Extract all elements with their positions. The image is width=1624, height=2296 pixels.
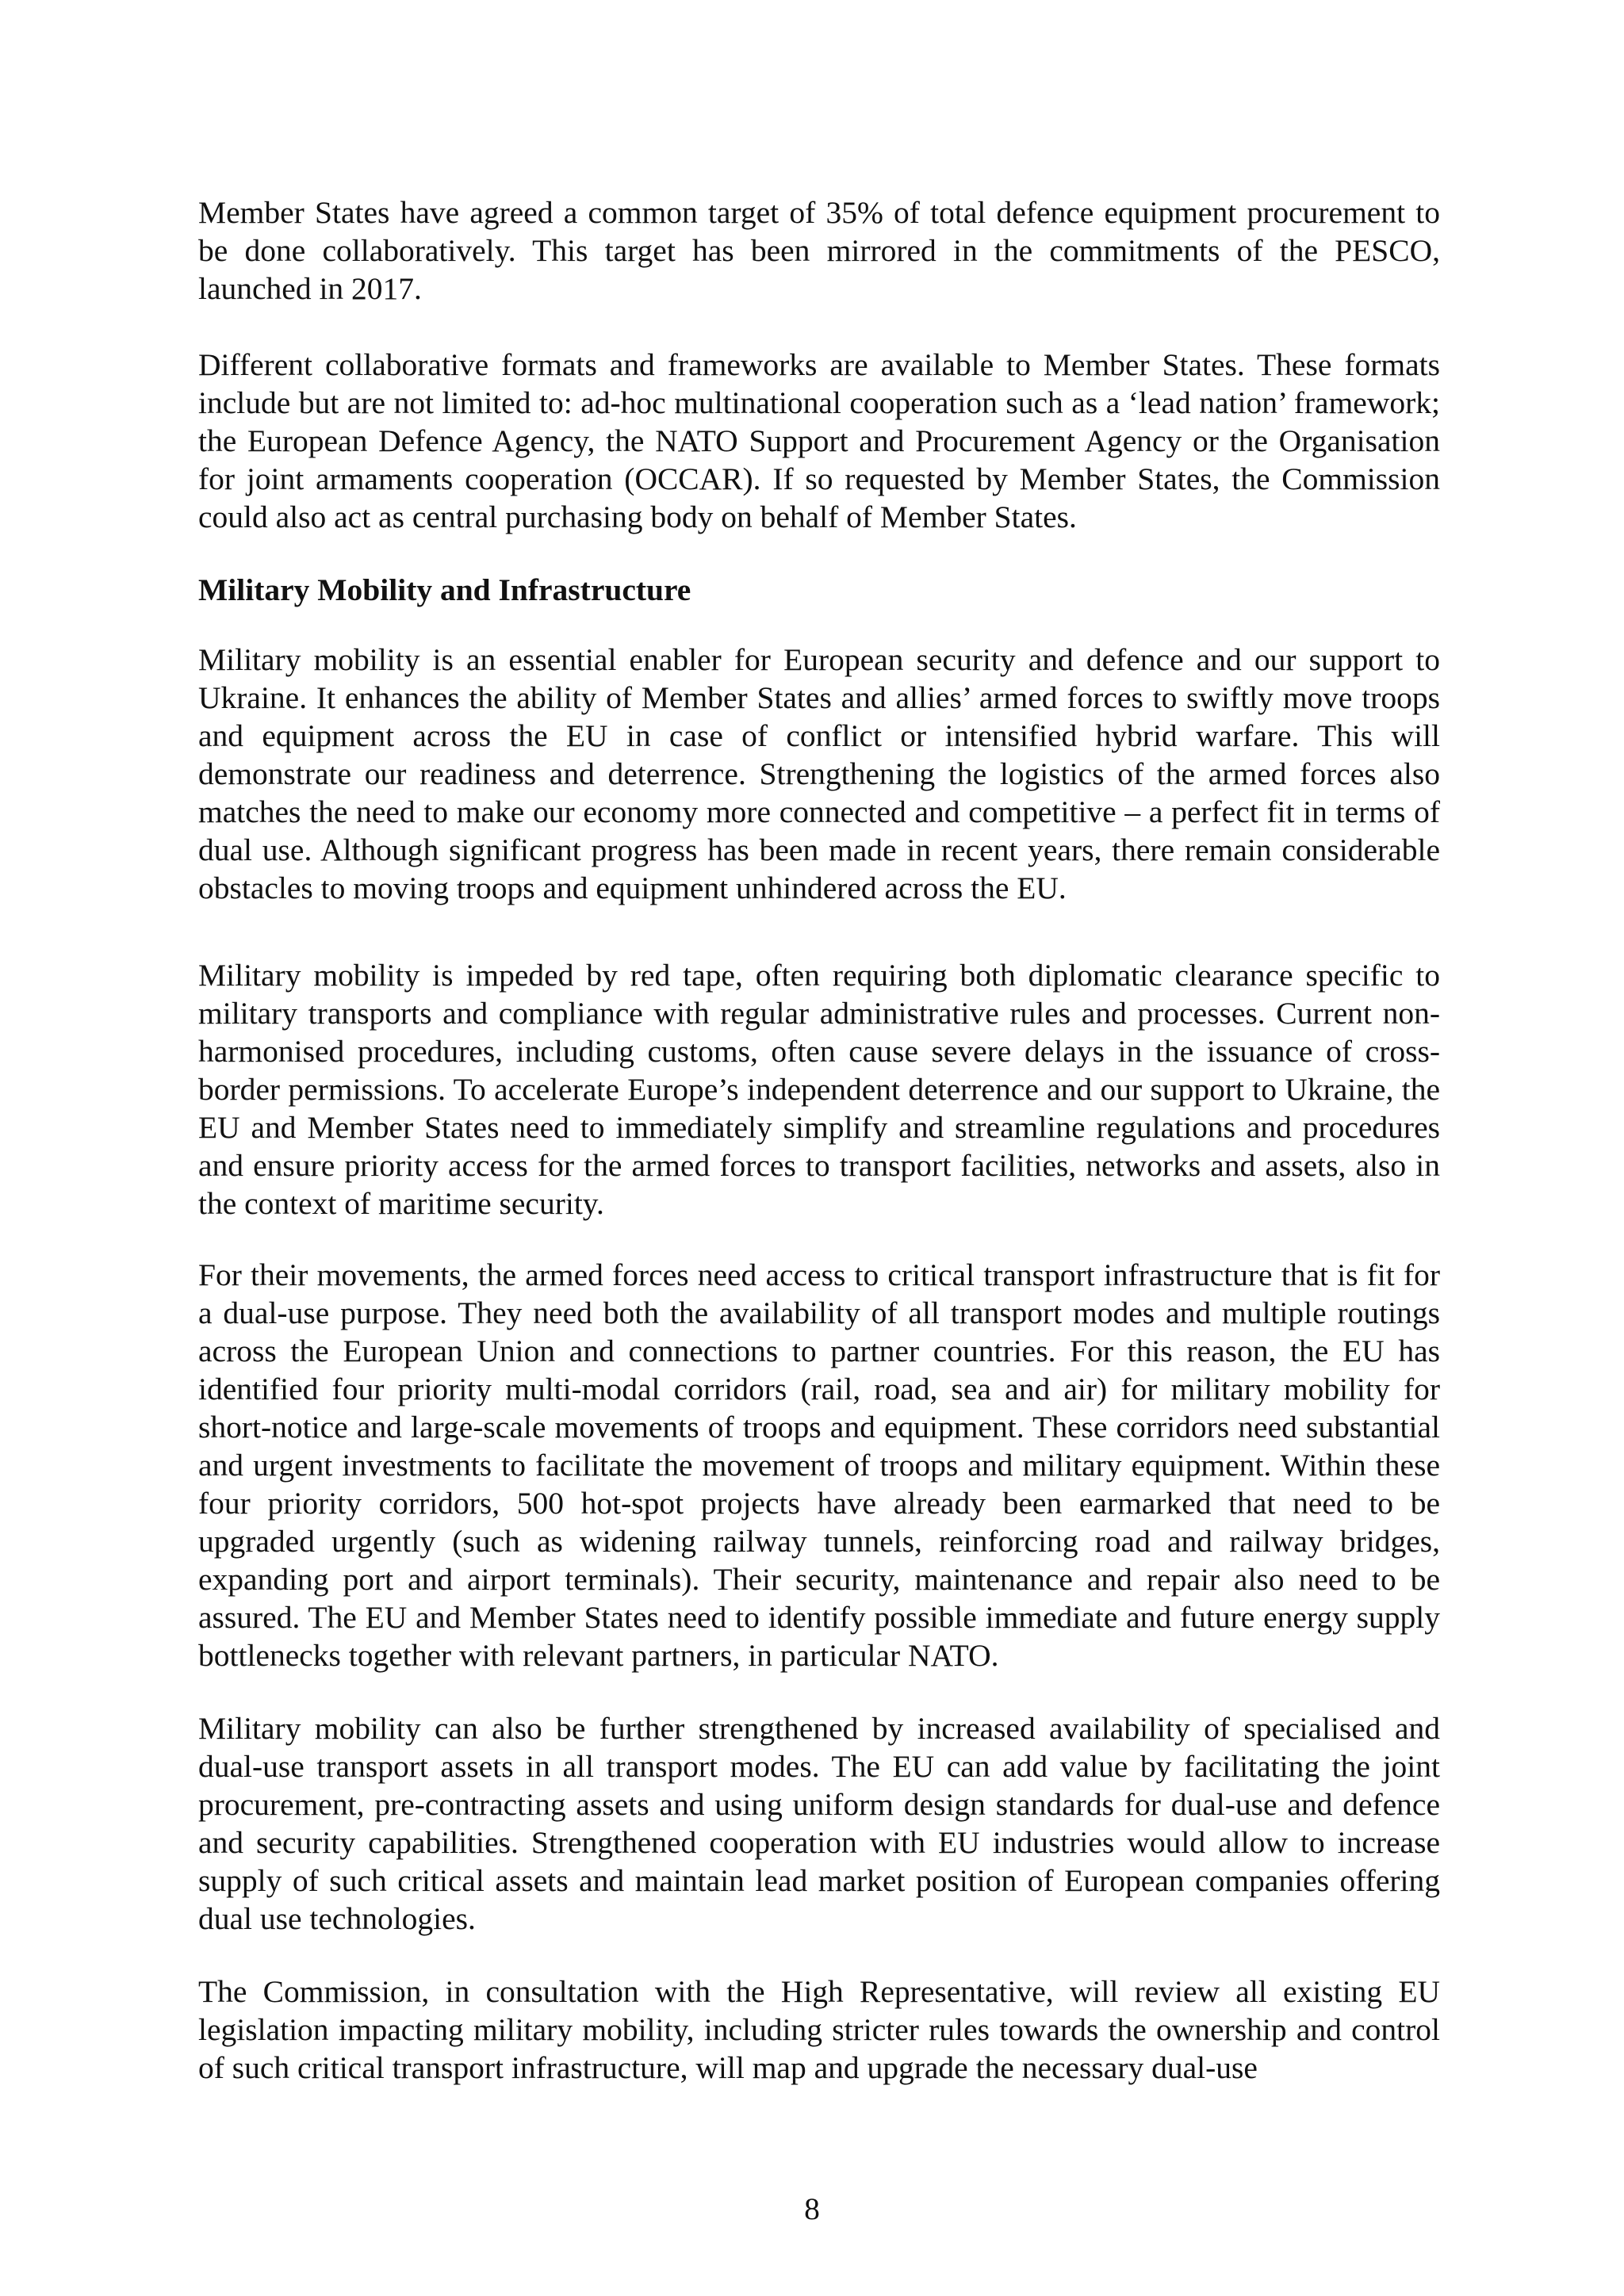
page-number: 8 [804, 2191, 820, 2226]
paragraph-mobility-enabler: Military mobility is an essential enabler for European security and defence and our support to Ukraine. It enhances the ability of Member States and allies’ armed forces to swiftly move troops and equipment across the EU in case of conflict or intensified hybrid warfare. This will demonstrate our readiness and deterrence. Strengthening the logistics of the armed forces also matches the need to make our economy more connected and competitive – a perfect fit in terms of dual use. Although significant progress has been made in recent years, there remain considerable obstacles to moving troops and equipment unhindered across the EU. [198, 642, 1440, 905]
paragraph-transport-assets: Military mobility can also be further strengthened by increased availability of specialised and dual-use transport assets in all transport modes. The EU can add value by facilitating the joint procurement, pre-contracting assets and using uniform design standards for dual-use and defence and security capabilities. Strengthened cooperation with EU industries would allow to increase supply of such critical assets and maintain lead market position of European companies offering dual use technologies. [198, 1711, 1440, 1936]
paragraph-collaborative-formats: Different collaborative formats and frameworks are available to Member States. These formats include but are not limited to: ad-hoc multinational cooperation such as a ‘lead nation’ framework; the European Defence Agency, the NATO Support and Procurement Agency or the Organisation for joint armaments cooperation (OCCAR). If so requested by Member States, the Commission could also act as central purchasing body on behalf of Member States. [198, 347, 1440, 534]
section-heading: Military Mobility and Infrastructure [198, 572, 691, 607]
paragraph-commission-review: The Commission, in consultation with the High Representative, will review all existing EU legislation impacting military mobility, including stricter rules towards the ownership and control of such critical transport infrastructure, will map and upgrade the necessary dual-use [198, 1974, 1440, 2085]
paragraph-red-tape: Military mobility is impeded by red tape, often requiring both diplomatic clearance specific to military transports and compliance with regular administrative rules and processes. Current non-harmonised procedures, including customs, often cause severe delays in the issuance of cross-border permissions. To accelerate Europe’s independent deterrence and our support to Ukraine, the EU and Member States need to immediately simplify and streamline regulations and procedures and ensure priority access for the armed forces to transport facilities, networks and assets, also in the context of maritime security. [198, 958, 1440, 1221]
paragraph-transport-infrastructure: For their movements, the armed forces need access to critical transport infrastructure that is fit for a dual-use purpose. They need both the availability of all transport modes and multiple routings across the European Union and connections to partner countries. For this reason, the EU has identified four priority multi-modal corridors (rail, road, sea and air) for military mobility for short-notice and large-scale movements of troops and equipment. These corridors need substantial and urgent investments to facilitate the movement of troops and military equipment. Within these four priority corridors, 500 hot-spot projects have already been earmarked that need to be upgraded urgently (such as widening railway tunnels, reinforcing road and railway bridges, expanding port and airport terminals). Their security, maintenance and repair also need to be assured. The EU and Member States need to identify possible immediate and future energy supply bottlenecks together with relevant partners, in particular NATO. [198, 1257, 1440, 1673]
paragraph-collaborative-target: Member States have agreed a common target of 35% of total defence equipment procurement to be done collaboratively. This target has been mirrored in the commitments of the PESCO, launched in 2017. [198, 195, 1440, 306]
document-page [198, 193, 1440, 2087]
